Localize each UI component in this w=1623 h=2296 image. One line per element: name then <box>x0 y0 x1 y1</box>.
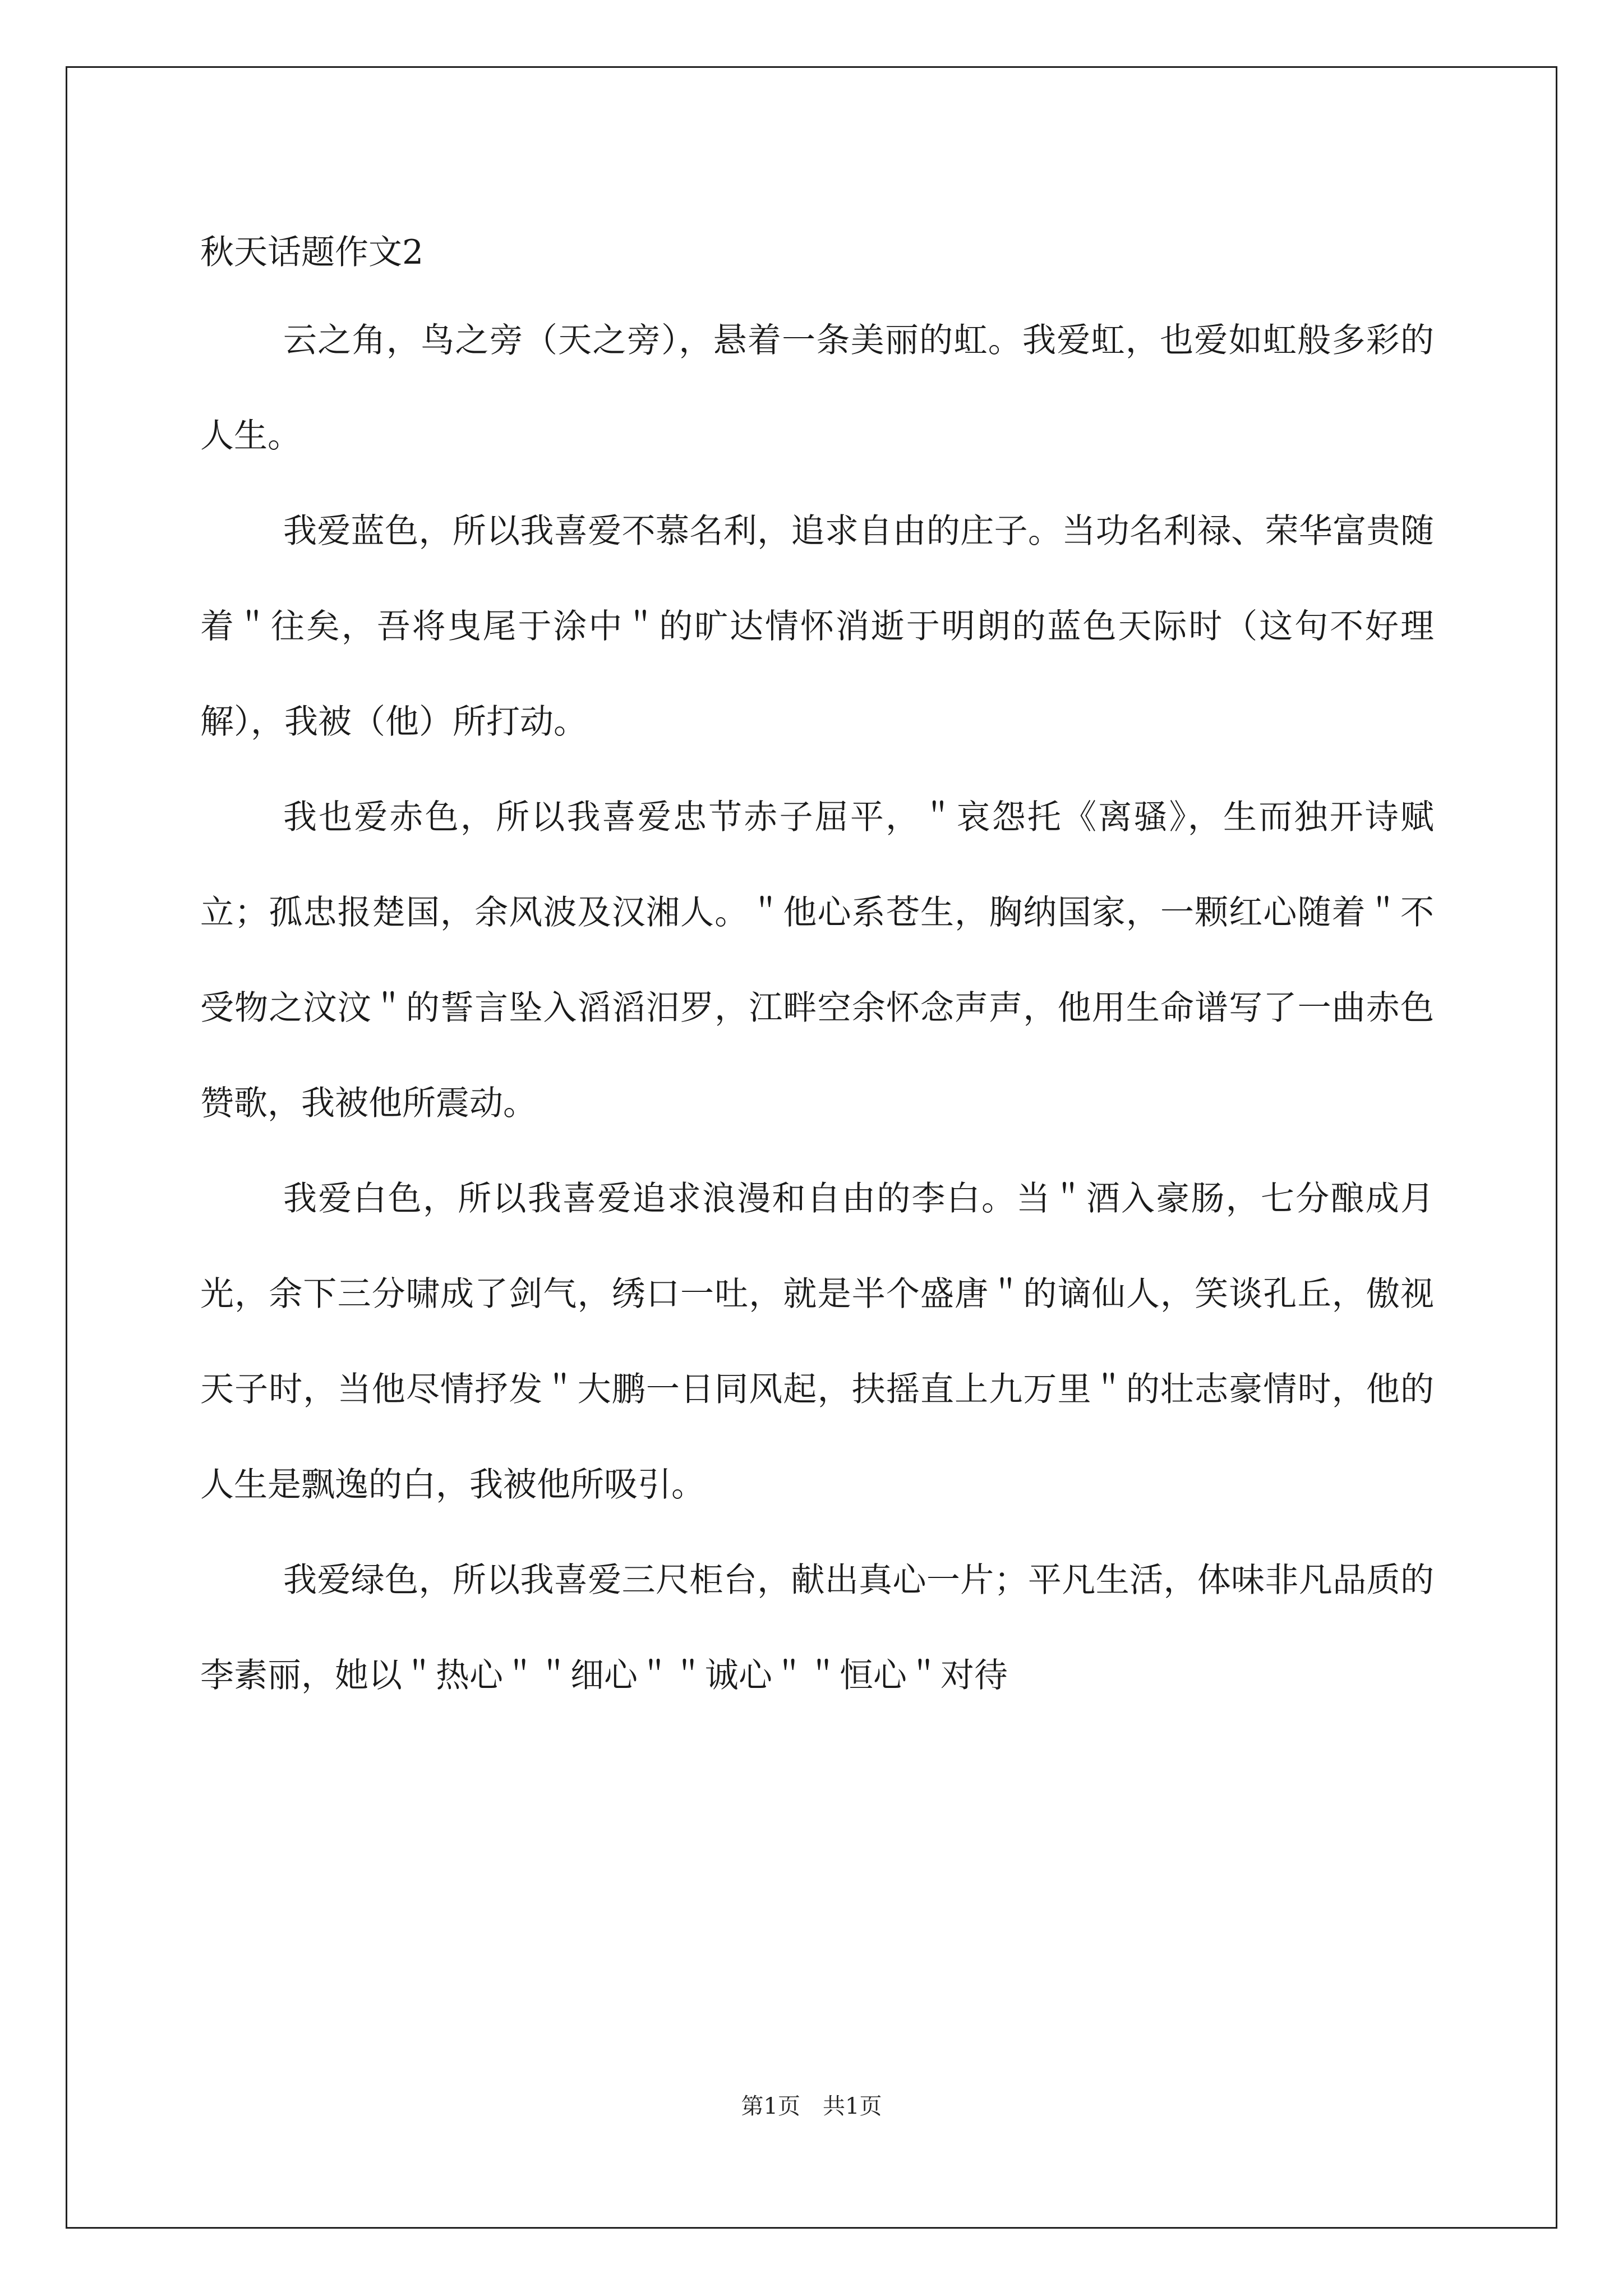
document-title: 秋天话题作文2 <box>200 233 424 272</box>
paragraph-4: 我爱白色，所以我喜爱追求浪漫和自由的李白。当＂酒入豪肠，七分酿成月光，余下三分啸成了剑气，绣口一吐，就是半个盛唐＂的谪仙人，笑谈孔丘，傲视天子时，当他尽情抒发＂大鹏一日同风起，扶摇直上九万里＂的壮志豪情时，他的人生是飘逸的白，我被他所吸引。 <box>200 1179 1434 1504</box>
paragraph-5: 我爱绿色，所以我喜爱三尺柜台，献出真心一片；平凡生活，体味非凡品质的李素丽，她以＂热心＂＂细心＂＂诚心＂＂恒心＂对待 <box>200 1561 1434 1695</box>
paragraph-3: 我也爱赤色，所以我喜爱忠节赤子屈平，＂哀怨托《离骚》，生而独开诗赋立；孤忠报楚国，余风波及汉湘人。＂他心系苍生，胸纳国家，一颗红心随着＂不受物之汶汶＂的誓言坠入滔滔汨罗，江畔空余怀念声声，他用生命谱写了一曲赤色赞歌，我被他所震动。 <box>200 798 1434 1123</box>
page-footer: 第1页 共1页 <box>741 2093 882 2119</box>
paragraph-2: 我爱蓝色，所以我喜爱不慕名利，追求自由的庄子。当功名利禄、荣华富贵随着＂往矣，吾将曳尾于涂中＂的旷达情怀消逝于明朗的蓝色天际时（这句不好理解），我被（他）所打动。 <box>200 512 1434 742</box>
paragraph-1: 云之角，鸟之旁（天之旁），悬着一条美丽的虹。我爱虹，也爱如虹般多彩的人生。 <box>200 321 1434 455</box>
document-body <box>200 213 1434 1723</box>
